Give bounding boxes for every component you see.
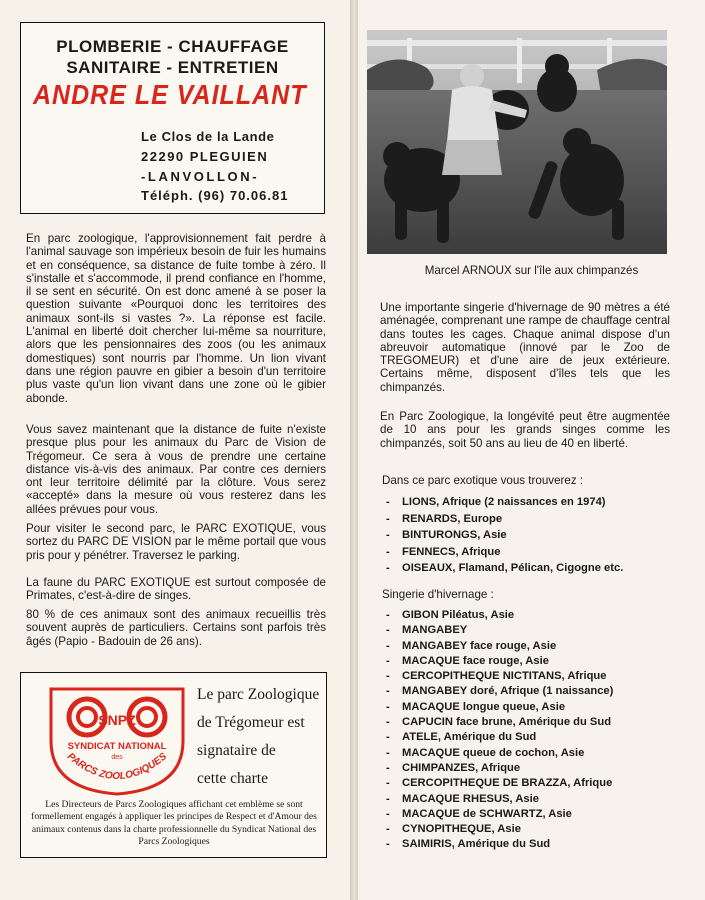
ad-business-name: ANDRE LE VAILLANT xyxy=(33,79,307,111)
list-item-text: MACAQUE longue queue, Asie xyxy=(402,700,566,713)
list-dash: - xyxy=(386,761,390,774)
ad-services-line-2: SANITAIRE - ENTRETIEN xyxy=(66,58,279,77)
list-dash: - xyxy=(386,609,390,621)
list-item xyxy=(382,608,613,623)
list-item xyxy=(382,684,613,699)
list-item xyxy=(382,654,613,669)
list-dash: - xyxy=(386,792,390,805)
list-item xyxy=(382,700,613,715)
list-item-text: MANGABEY xyxy=(402,624,468,637)
list-dash: - xyxy=(386,624,390,637)
logo-des-text: des xyxy=(111,754,123,761)
list-item xyxy=(382,746,613,761)
list-item-text: OISEAUX, Flamand, Pélican, Cigogne etc. xyxy=(402,562,624,575)
exotic-park-heading: Dans ce parc exotique vous trouverez : xyxy=(382,474,584,487)
list-item xyxy=(382,776,613,791)
list-dash: - xyxy=(386,639,390,652)
list-item xyxy=(382,639,613,654)
list-item xyxy=(382,730,613,745)
list-item-text: CERCOPITHEQUE DE BRAZZA, Afrique xyxy=(402,777,613,790)
ad-address-line-3: -LANVOLLON- xyxy=(141,169,260,184)
list-item-text: CHIMPANZES, Afrique xyxy=(402,761,521,774)
list-item-text: GIBON Piléatus, Asie xyxy=(402,609,515,621)
list-dash: - xyxy=(386,529,390,542)
list-dash: - xyxy=(386,700,390,713)
list-item-text: LIONS, Afrique (2 naissances en 1974) xyxy=(402,496,606,508)
list-dash: - xyxy=(386,496,390,508)
list-item xyxy=(382,792,613,807)
left-page xyxy=(0,0,350,900)
list-item-text: ATELE, Amérique du Sud xyxy=(402,731,537,744)
list-dash: - xyxy=(386,746,390,759)
charter-statement-line-3: signataire de xyxy=(197,742,276,759)
winter-monkey-house-heading: Singerie d'hivernage : xyxy=(382,588,494,601)
list-item-text: MANGABEY face rouge, Asie xyxy=(402,639,557,652)
list-item xyxy=(382,822,613,837)
list-item xyxy=(382,715,613,730)
right-page xyxy=(358,0,705,900)
list-dash: - xyxy=(386,807,390,820)
list-dash: - xyxy=(386,731,390,744)
chimpanzee-photo xyxy=(367,30,667,254)
list-item xyxy=(382,807,613,822)
list-item-text: CERCOPITHEQUE NICTITANS, Afrique xyxy=(402,670,607,683)
paragraph-visit-second-park: Pour visiter le second parc, le PARC EXOTIQUE, vous sortez du PARC DE VISION par le même portail que vous pris pour y pénétrer. Traversez le parking. xyxy=(26,522,326,562)
ad-phone: Téléph. (96) 70.06.81 xyxy=(141,188,289,203)
list-item xyxy=(382,837,613,852)
ad-address-line-1: Le Clos de la Lande xyxy=(141,129,275,144)
list-item xyxy=(382,761,613,776)
list-item-text: MACAQUE de SCHWARTZ, Asie xyxy=(402,807,572,820)
snpz-emblem-logo xyxy=(43,681,191,797)
charter-statement-line-4: cette charte xyxy=(197,770,268,787)
list-dash: - xyxy=(386,685,390,698)
list-dash: - xyxy=(386,777,390,790)
list-item-text: CYNOPITHEQUE, Asie xyxy=(402,823,521,836)
list-item-text: FENNECS, Afrique xyxy=(402,545,501,558)
list-item-text: MACAQUE queue de cochon, Asie xyxy=(402,746,585,759)
paragraph-parc-de-vision: Vous savez maintenant que la distance de fuite n'existe presque plus pour les animaux du Parc de Vision de Trégomeur. Ce sera à vous de prendre une certaine distance vis-à-vis des animaux. Par contre ces derniers ont leur territoire délimité par la clôture. Vous serez «accepté» dans la mesure où vous resterez dans les allées prévues pour vous. xyxy=(26,423,326,516)
list-item xyxy=(382,544,623,561)
charter-statement-line-1: Le parc Zoologique xyxy=(197,686,320,703)
list-dash: - xyxy=(386,512,390,525)
paragraph-rescued-animals: 80 % de ces animaux sont des animaux recueillis très souvent auprès de particuliers. Certains sont parfois très âgés (Papio - Badouin de 26 ans). xyxy=(26,608,326,648)
list-item xyxy=(382,623,613,638)
list-dash: - xyxy=(386,654,390,667)
list-item-text: BINTURONGS, Asie xyxy=(402,529,507,542)
list-item xyxy=(382,494,623,511)
list-item-text: MANGABEY doré, Afrique (1 naissance) xyxy=(402,685,614,698)
list-item xyxy=(382,511,623,528)
list-item-text: SAIMIRIS, Amérique du Sud xyxy=(402,838,551,851)
list-dash: - xyxy=(386,823,390,836)
exotic-park-animal-list xyxy=(382,494,623,577)
list-dash: - xyxy=(386,562,390,575)
paragraph-winter-monkey-house: Une importante singerie d'hivernage de 90 mètres a été aménagée, comprenant une rampe de chauffage central dans toutes les cages. Chaque animal dispose d'un abreuvoir automatique (innové par le Zoo de TREGOMEUR) et d'une aire de jeux extérieure. Certains même, disposent d'îles tels que les chimpanzés. xyxy=(380,301,670,394)
list-item xyxy=(382,560,623,577)
paragraph-flight-distance: En parc zoologique, l'approvisionnement fait perdre à l'animal sauvage son impérieux besoin de fuir les humains et en conséquence, sa distance de fuite tombe à zéro. Il s'installe et s'accommode, il prend confiance en l'homme, il se sent en sécurité. On est donc amené à se poser la question suivante «Pourquoi donc les territoires des animaux sont-ils si vastes ?». La réponse est facile. L'animal en liberté doit chercher lui-même sa nourriture, alors que les pensionnaires des zoos (ou les animaux domestiques) sont nourris par l'homme. Un lion vivant dans une région pauvre en gibier a besoin d'un territoire plus vaste qu'un lion vivant dans une zone où le gibier abonde. xyxy=(26,232,326,405)
logo-parcs-zoologiques-text: PARCS ZOOLOGIQUES xyxy=(64,751,170,783)
charter-fine-print: Les Directeurs de Parcs Zoologiques affichant cet emblème se sont formellement engagés à appliquer les principes de Respect et d'Amour des animaux contenus dans la charte professionnelle du Syndicat National des Parcs Zoologiques xyxy=(31,799,317,847)
charter-box xyxy=(20,672,327,858)
charter-statement-line-2: de Trégomeur est xyxy=(197,714,305,731)
list-item xyxy=(382,669,613,684)
plumber-advertisement xyxy=(20,22,325,214)
list-dash: - xyxy=(386,670,390,683)
list-dash: - xyxy=(386,545,390,558)
photo-caption: Marcel ARNOUX sur l'île aux chimpanzés xyxy=(424,264,639,277)
paragraph-longevity: En Parc Zoologique, la longévité peut être augmentée de 10 ans pour les grands singes comme les chimpanzés, soit 50 ans au lieu de 40 en liberté. xyxy=(380,410,670,450)
list-item-text: MACAQUE RHESUS, Asie xyxy=(402,792,539,805)
list-dash: - xyxy=(386,838,390,851)
logo-syndicat-text: SYNDICAT NATIONAL xyxy=(67,741,167,752)
ad-services-line-1: PLOMBERIE - CHAUFFAGE xyxy=(56,37,289,56)
list-item-text: CAPUCIN face brune, Amérique du Sud xyxy=(402,716,612,729)
logo-acronym: SNPZ xyxy=(98,712,136,728)
ad-address-line-2: 22290 PLEGUIEN xyxy=(141,149,269,164)
page-fold xyxy=(350,0,358,900)
list-dash: - xyxy=(386,716,390,729)
list-item-text: MACAQUE face rouge, Asie xyxy=(402,654,549,667)
list-item xyxy=(382,527,623,544)
paragraph-primates: La faune du PARC EXOTIQUE est surtout composée de Primates, c'est-à-dire de singes. xyxy=(26,576,326,603)
winter-monkey-house-list xyxy=(382,608,613,853)
list-item-text: RENARDS, Europe xyxy=(402,512,503,525)
